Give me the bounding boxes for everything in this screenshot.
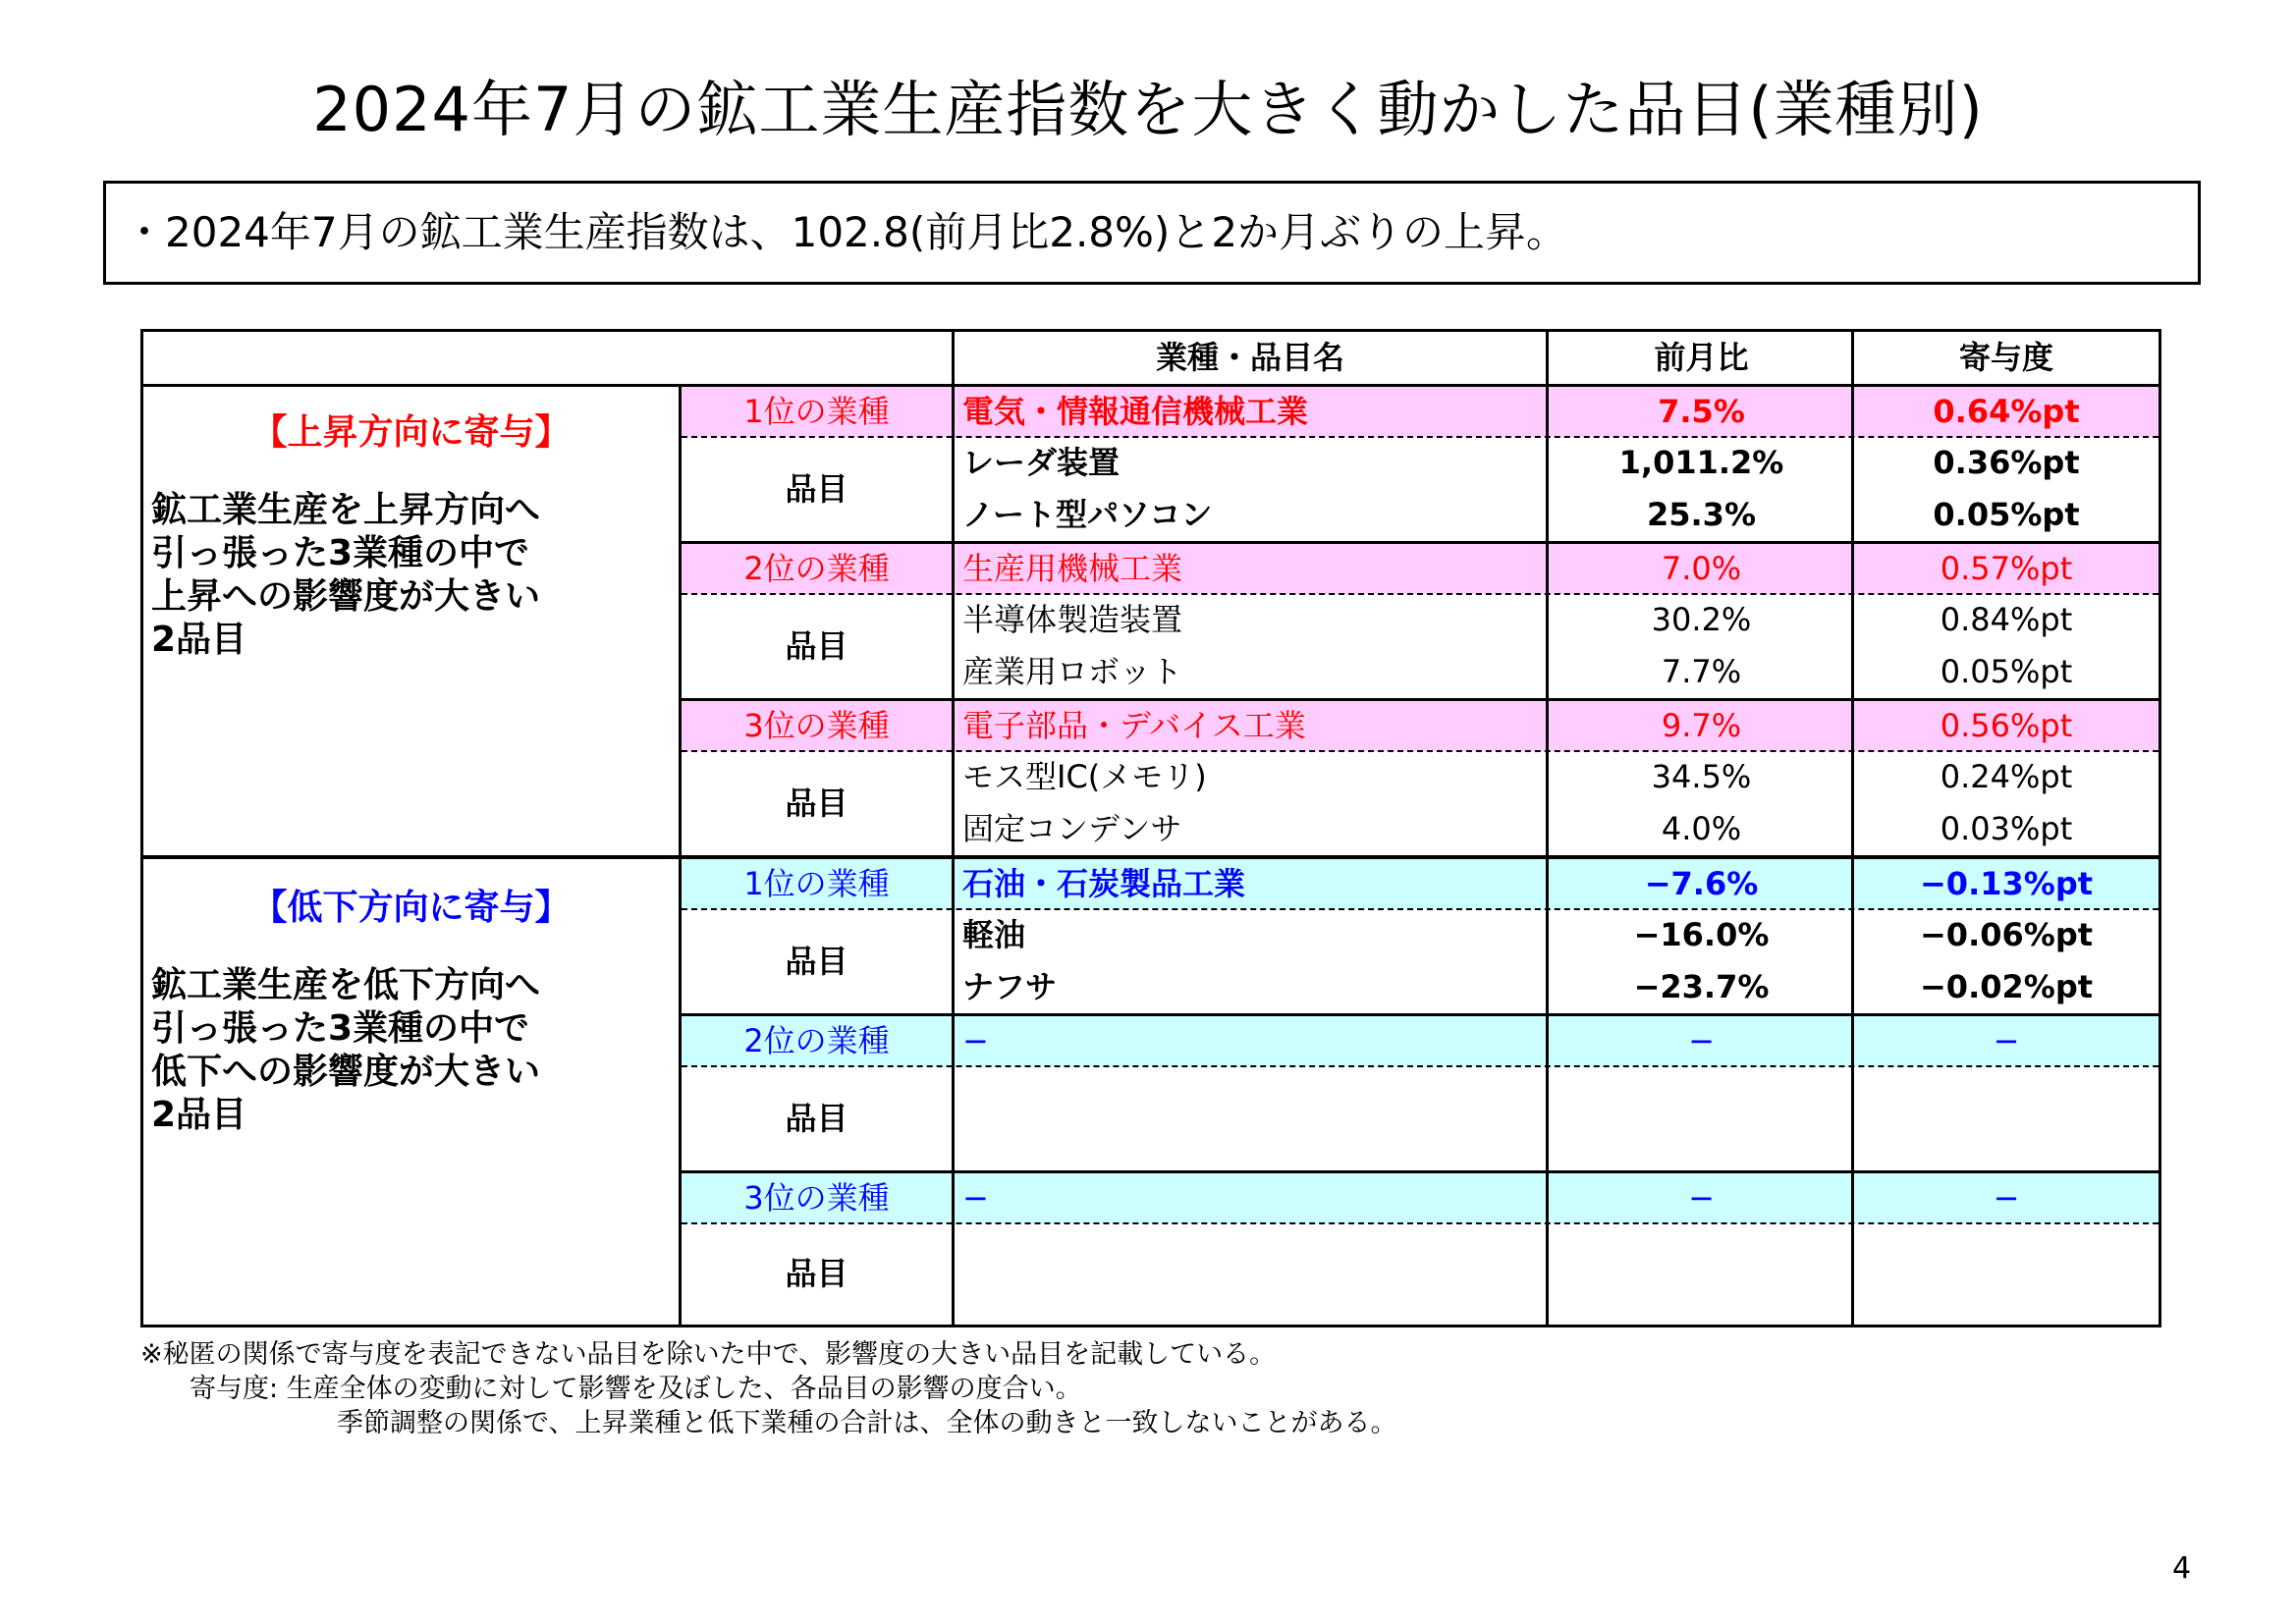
up-rank2-item1-mom: 30.2% <box>1651 601 1752 638</box>
up-rank1-item2-contrib: 0.05%pt <box>1933 496 2080 533</box>
down-rank3-mom: − <box>1688 1179 1715 1217</box>
up-description-line: 引っ張った3業種の中で <box>151 533 530 573</box>
up-rank2-item2-contrib: 0.05%pt <box>1940 653 2073 690</box>
up-rank1-item2-mom: 25.3% <box>1646 496 1756 533</box>
up-rank2-item1-name: 半導体製造装置 <box>962 601 1183 638</box>
up-rank3-item-label: 品目 <box>785 785 848 822</box>
footnote-line: ※秘匿の関係で寄与度を表記できない品目を除いた中で、影響度の大きい品目を記載している。 <box>140 1339 1277 1370</box>
up-description-line: 2品目 <box>151 620 247 660</box>
up-rank3-item1-mom: 34.5% <box>1651 758 1752 795</box>
up-rank3-item1-contrib: 0.24%pt <box>1940 758 2073 795</box>
up-rank2-item2-name: 産業用ロボット <box>962 653 1183 690</box>
summary-box: ・2024年7月の鉱工業生産指数は、102.8(前月比2.8%)と2か月ぶりの上昇。 <box>103 181 2201 285</box>
rule-section <box>143 855 2159 859</box>
down-rank1-item-label: 品目 <box>785 943 848 980</box>
up-rank3-item2-contrib: 0.03%pt <box>1940 810 2073 847</box>
contribution-table <box>140 329 2161 1327</box>
up-rank3-item1-name: モス型IC(メモリ) <box>962 758 1207 795</box>
down-description <box>151 964 682 1137</box>
footnote-line: 季節調整の関係で、上昇業種と低下業種の合計は、全体の動きと一致しないことがある。 <box>337 1408 1397 1438</box>
up-rank3-label: 3位の業種 <box>743 707 890 744</box>
up-rank1-contrib: 0.64%pt <box>1933 393 2080 430</box>
up-rank1-item1-contrib: 0.36%pt <box>1933 444 2080 481</box>
down-rank3-contrib: − <box>1993 1179 2020 1217</box>
down-description-line: 引っ張った3業種の中で <box>151 1008 530 1049</box>
col-rule-4 <box>1851 332 1854 1325</box>
down-rank1-item2-contrib: −0.02%pt <box>1919 968 2094 1005</box>
col-rule-3 <box>1546 332 1549 1325</box>
down-rank2-mom: − <box>1688 1022 1715 1059</box>
up-rank2-industry: 生産用機械工業 <box>962 550 1183 587</box>
up-rank1-item-label: 品目 <box>785 470 848 508</box>
dash-up1 <box>682 436 2159 438</box>
down-rank1-item2-mom: −23.7% <box>1633 968 1770 1005</box>
up-rank2-mom: 7.0% <box>1661 550 1742 587</box>
up-rank3-industry: 電子部品・デバイス工業 <box>962 707 1306 744</box>
down-rank2-industry: − <box>962 1022 989 1059</box>
down-rank1-industry: 石油・石炭製品工業 <box>962 865 1246 902</box>
rule-header <box>143 384 2159 387</box>
rule-down-group2 <box>682 1170 2159 1173</box>
rule-up-group2 <box>682 698 2159 701</box>
up-rank1-item2-name: ノート型パソコン <box>962 496 1213 533</box>
down-description-line: 低下への影響度が大きい <box>151 1052 541 1092</box>
up-rank2-item-label: 品目 <box>785 627 848 665</box>
up-rank1-mom: 7.5% <box>1658 393 1745 430</box>
page-title: 2024年7月の鉱工業生産指数を大きく動かした品目(業種別) <box>312 74 1984 145</box>
dash-down1 <box>682 908 2159 910</box>
down-rank1-mom: −7.6% <box>1644 865 1759 902</box>
down-rank3-industry: − <box>962 1179 989 1217</box>
up-rank1-industry: 電気・情報通信機械工業 <box>962 393 1309 430</box>
up-description-line: 鉱工業生産を上昇方向へ <box>151 490 541 530</box>
dash-down2 <box>682 1065 2159 1067</box>
down-heading: 【低下方向に寄与】 <box>251 888 571 928</box>
down-rank2-label: 2位の業種 <box>743 1022 890 1059</box>
dash-up3 <box>682 750 2159 752</box>
footnotes <box>140 1337 1396 1440</box>
down-description-line: 鉱工業生産を低下方向へ <box>151 965 541 1005</box>
down-rank1-item1-contrib: −0.06%pt <box>1919 916 2094 953</box>
up-rank2-item2-mom: 7.7% <box>1661 653 1742 690</box>
footnote-line: 寄与度: 生産全体の変動に対して影響を及ぼした、各品目の影響の度合い。 <box>190 1374 1082 1404</box>
page-number: 4 <box>2172 1551 2192 1586</box>
col-rule-2 <box>952 332 955 1325</box>
down-rank2-contrib: − <box>1993 1022 2020 1059</box>
up-description <box>151 489 682 662</box>
down-rank1-item2-name: ナフサ <box>962 968 1058 1005</box>
up-rank2-label: 2位の業種 <box>743 550 890 587</box>
up-rank2-item1-contrib: 0.84%pt <box>1940 601 2073 638</box>
up-rank1-item1-name: レーダ装置 <box>962 444 1121 481</box>
up-rank1-item1-mom: 1,011.2% <box>1618 444 1784 481</box>
down-rank1-contrib: −0.13%pt <box>1919 865 2094 902</box>
rule-up-group1 <box>682 541 2159 544</box>
down-rank3-item-label: 品目 <box>785 1255 848 1292</box>
dash-up2 <box>682 593 2159 595</box>
up-rank3-mom: 9.7% <box>1661 707 1742 744</box>
col-rule-1 <box>679 384 682 1325</box>
rule-down-group1 <box>682 1013 2159 1016</box>
dash-down3 <box>682 1222 2159 1224</box>
up-rank3-item2-name: 固定コンデンサ <box>962 810 1182 847</box>
down-description-line: 2品目 <box>151 1095 247 1135</box>
down-rank2-item-label: 品目 <box>785 1100 848 1137</box>
up-rank3-contrib: 0.56%pt <box>1940 707 2073 744</box>
up-rank2-contrib: 0.57%pt <box>1940 550 2073 587</box>
up-description-line: 上昇への影響度が大きい <box>151 576 541 617</box>
header-mom: 前月比 <box>1654 339 1749 376</box>
up-heading: 【上昇方向に寄与】 <box>251 412 571 453</box>
header-contrib: 寄与度 <box>1958 339 2053 376</box>
header-name: 業種・品目名 <box>1155 339 1344 376</box>
up-rank1-label: 1位の業種 <box>743 393 890 430</box>
down-rank3-label: 3位の業種 <box>743 1179 890 1217</box>
down-rank1-item1-name: 軽油 <box>962 916 1026 953</box>
down-rank1-item1-mom: −16.0% <box>1633 916 1770 953</box>
up-rank3-item2-mom: 4.0% <box>1661 810 1742 847</box>
down-rank1-label: 1位の業種 <box>743 865 890 902</box>
